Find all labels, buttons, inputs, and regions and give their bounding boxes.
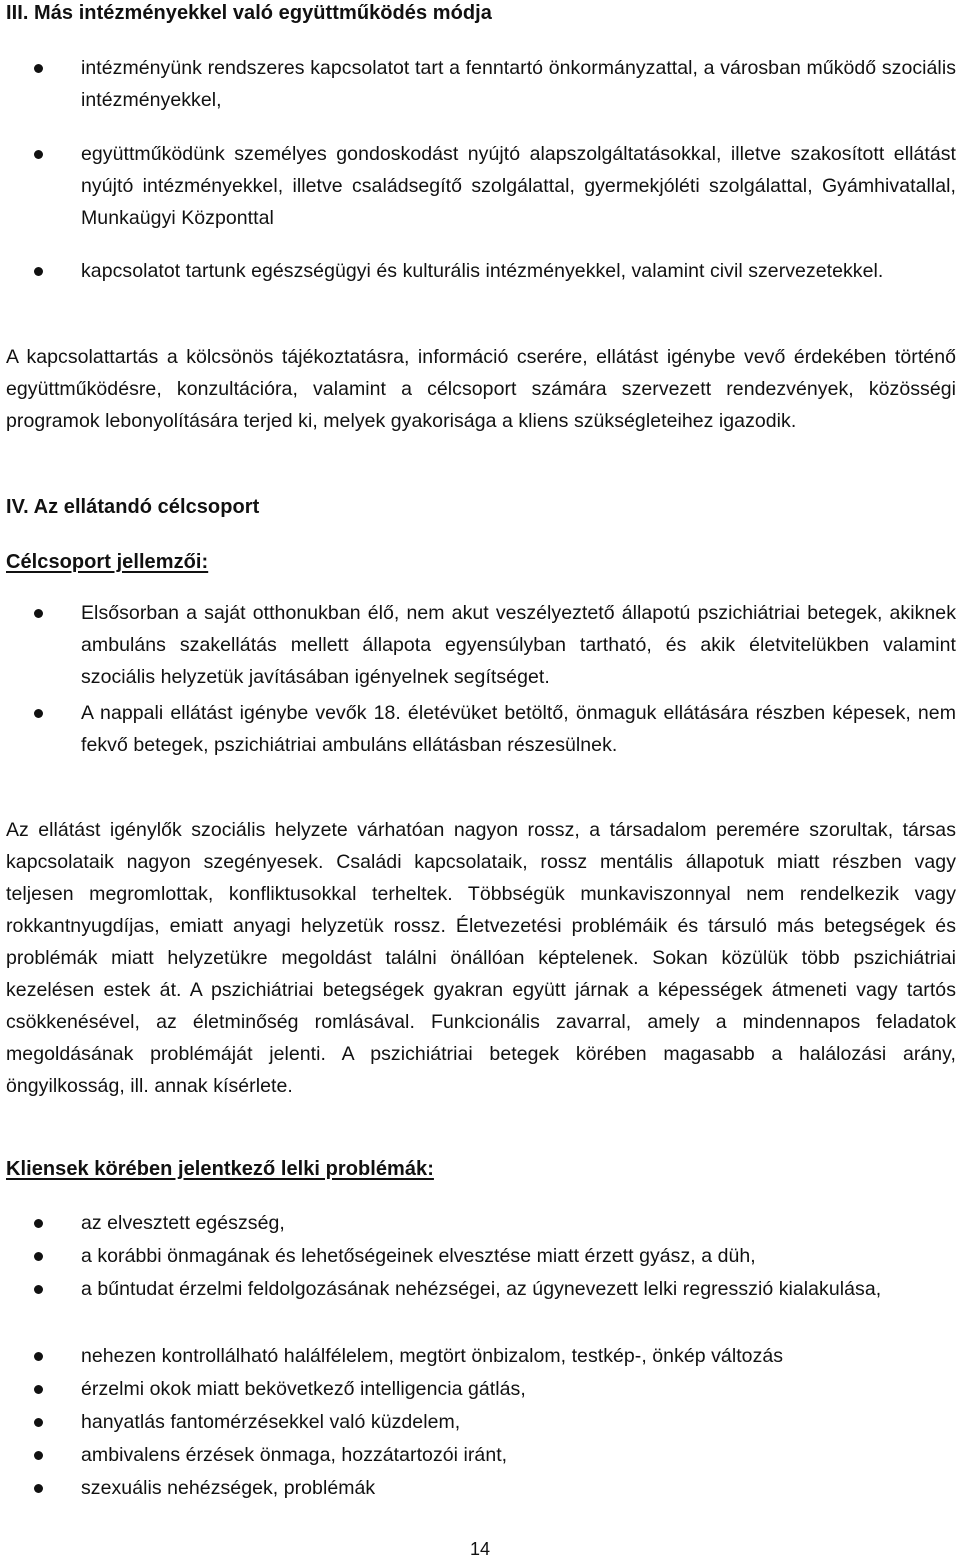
list-item: hanyatlás fantomérzésekkel való küzdelem, xyxy=(81,1411,461,1433)
subheading: Kliensek körében jelentkező lelki problémák: xyxy=(6,1158,434,1180)
list-item: ambivalens érzések önmaga, hozzátartozói iránt, xyxy=(81,1444,508,1466)
section-heading-iv: IV. Az ellátandó célcsoport xyxy=(6,496,260,518)
list-item: együttműködünk személyes gondoskodást nyújtó alapszolgáltatásokkal, illetve szakosított ellátást nyújtó intézményekkel, illetve családsegítő szolgálattal, gyermekjóléti szolgálattal, Gyámhivatallal, Munkaügyi Központtal xyxy=(81,143,956,229)
list-item: a bűntudat érzelmi feldolgozásának nehézségei, az úgynevezett lelki regresszió kialakulása, xyxy=(81,1278,882,1300)
list-item: az elvesztett egészség, xyxy=(81,1212,285,1234)
list-item: intézményünk rendszeres kapcsolatot tart a fenntartó önkormányzattal, a városban működő szociális intézményekkel, xyxy=(81,57,956,111)
bullet-icon xyxy=(34,64,43,73)
bullet-icon xyxy=(34,1484,43,1493)
bullet-icon xyxy=(34,1352,43,1361)
list-item: szexuális nehézségek, problémák xyxy=(81,1477,376,1499)
bullet-icon xyxy=(34,1252,43,1261)
bullet-icon xyxy=(34,609,43,618)
list-item: nehezen kontrollálható halálfélelem, megtört önbizalom, testkép-, önkép változás xyxy=(81,1345,784,1367)
list-item: Elsősorban a saját otthonukban élő, nem akut veszélyeztető állapotú pszichiátriai betegek, akiknek ambuláns szakellátás mellett állapota egyensúlyban tartható, és akik életvitelükben valamint szociális helyzetük javításában igényelnek segítséget. xyxy=(81,602,956,688)
paragraph: Az ellátást igénylők szociális helyzete várhatóan nagyon rossz, a társadalom peremére szorultak, társas kapcsolataik nagyon szegényesek. Családi kapcsolataik, rossz mentális állapotuk miatt részben vagy teljesen megromlottak, konfliktusokkal terheltek. Többségük munkaviszonnyal nem rendelkezik vagy rokkantnyugdíjas, emiatt anyagi helyzetük rossz. Életvezetési problémáik és társuló más betegségek és problémák miatt helyzetükre megoldást találni önállóan képtelenek. Sokan közülük több pszichiátriai kezelésen estek át. A pszichiátriai betegségek gyakran együtt járnak a képességek átmeneti vagy tartós csökkenésével, az életminőség romlásával. Funkcionális zavarral, amely a mindennapos feladatok megoldásának problémáját jelenti. A pszichiátriai betegek körében magasabb a halálozási arány, öngyilkosság, ill. annak kísérlete. xyxy=(6,819,956,1097)
subheading: Célcsoport jellemzői: xyxy=(6,551,209,573)
bullet-icon xyxy=(34,709,43,718)
list-item: a korábbi önmagának és lehetőségeinek elvesztése miatt érzett gyász, a düh, xyxy=(81,1245,756,1267)
list-item: kapcsolatot tartunk egészségügyi és kulturális intézményekkel, valamint civil szervezetekkel. xyxy=(81,260,884,282)
list-item: A nappali ellátást igénybe vevők 18. életévüket betöltő, önmaguk ellátására részben képesek, nem fekvő betegek, pszichiátriai ambuláns ellátásban részesülnek. xyxy=(81,702,956,756)
bullet-icon xyxy=(34,267,43,276)
bullet-icon xyxy=(34,1418,43,1427)
bullet-icon xyxy=(34,1451,43,1460)
section-heading-iii: III. Más intézményekkel való együttműködés módja xyxy=(6,2,492,24)
list-item: érzelmi okok miatt bekövetkező intelligencia gátlás, xyxy=(81,1378,526,1400)
paragraph: A kapcsolattartás a kölcsönös tájékoztatásra, információ cserére, ellátást igénybe vevő érdekében történő együttműködésre, konzultációra, valamint a célcsoport számára szervezett rendezvények, közösségi programok lebonyolítására terjed ki, melyek gyakorisága a kliens szükségleteihez igazodik. xyxy=(6,346,956,432)
bullet-icon xyxy=(34,1285,43,1294)
bullet-icon xyxy=(34,150,43,159)
bullet-icon xyxy=(34,1385,43,1394)
page-number: 14 xyxy=(469,1539,491,1559)
bullet-icon xyxy=(34,1219,43,1228)
